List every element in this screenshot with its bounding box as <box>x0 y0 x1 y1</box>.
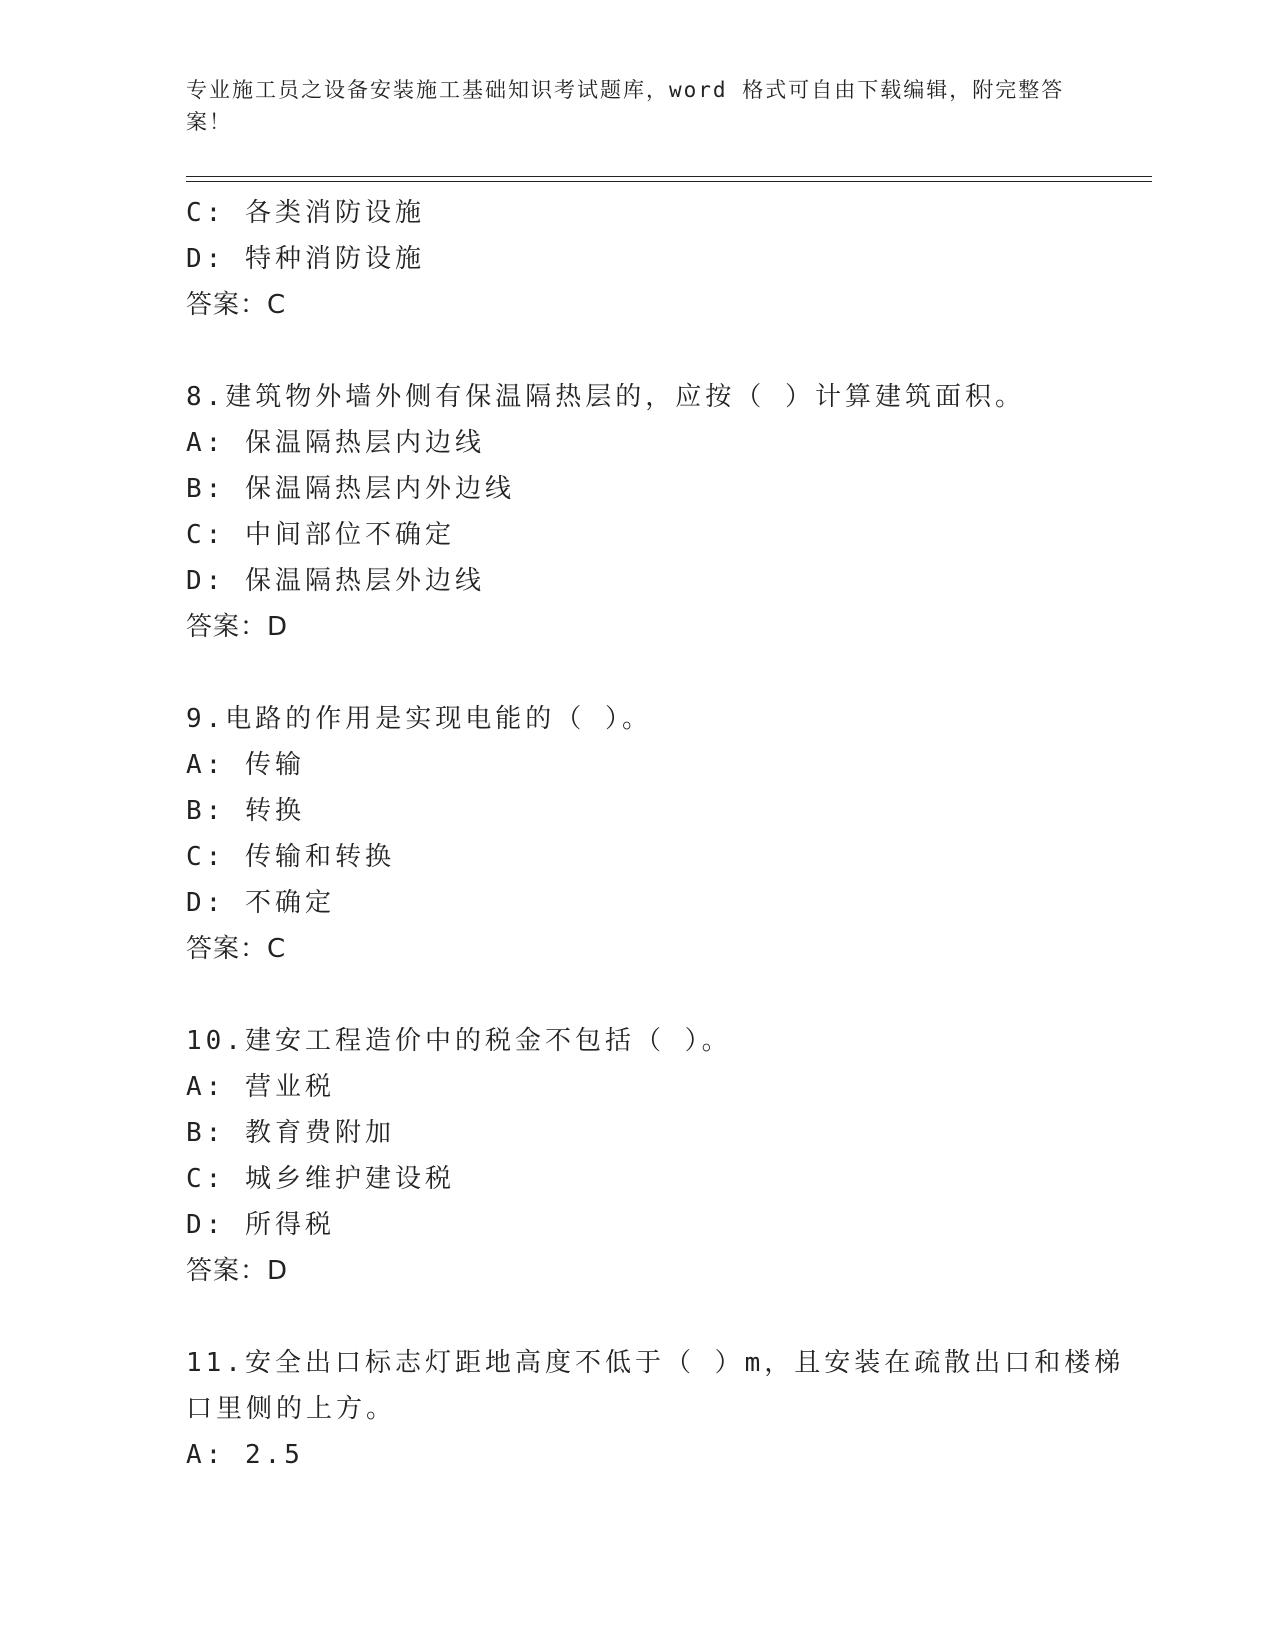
question-stem-line-2: 口里侧的上方。 <box>186 1394 397 1424</box>
question-7-partial <box>186 190 1152 328</box>
question-stem: 8.建筑物外墙外侧有保温隔热层的，应按（ ）计算建筑面积。 <box>186 382 1025 412</box>
option-d: D: 特种消防设施 <box>186 244 425 274</box>
option-b: B: 转换 <box>186 796 305 826</box>
question-stem: 9.电路的作用是实现电能的（ ）。 <box>186 704 652 734</box>
option-a: A: 2.5 <box>186 1440 304 1470</box>
header-divider-bottom <box>186 181 1152 182</box>
spacer <box>186 972 1152 1018</box>
header-divider-top <box>186 176 1152 177</box>
answer-label: 答案：D <box>186 612 289 642</box>
question-stem-line-1: 11.安全出口标志灯距地高度不低于（ ）m，且安装在疏散出口和楼梯 <box>186 1348 1125 1378</box>
question-9 <box>186 696 1152 972</box>
question-stem: 10.建安工程造价中的税金不包括（ ）。 <box>186 1026 732 1056</box>
question-content <box>186 190 1152 1478</box>
option-d: D: 不确定 <box>186 888 335 918</box>
option-c: C: 各类消防设施 <box>186 198 425 228</box>
question-11 <box>186 1340 1152 1478</box>
option-b: B: 教育费附加 <box>186 1118 395 1148</box>
answer-label: 答案：C <box>186 934 287 964</box>
option-c: C: 城乡维护建设税 <box>186 1164 455 1194</box>
page-header-title: 专业施工员之设备安装施工基础知识考试题库，word 格式可自由下载编辑，附完整答案！ <box>186 78 1065 134</box>
spacer <box>186 650 1152 696</box>
option-b: B: 保温隔热层内外边线 <box>186 474 515 504</box>
spacer <box>186 1294 1152 1340</box>
option-d: D: 保温隔热层外边线 <box>186 566 485 596</box>
option-c: C: 传输和转换 <box>186 842 395 872</box>
option-a: A: 营业税 <box>186 1072 335 1102</box>
option-c: C: 中间部位不确定 <box>186 520 455 550</box>
answer-label: 答案：D <box>186 1256 289 1286</box>
question-8 <box>186 374 1152 650</box>
spacer <box>186 328 1152 374</box>
question-10 <box>186 1018 1152 1294</box>
option-d: D: 所得税 <box>186 1210 335 1240</box>
option-a: A: 传输 <box>186 750 305 780</box>
answer-label: 答案：C <box>186 290 287 320</box>
option-a: A: 保温隔热层内边线 <box>186 428 485 458</box>
